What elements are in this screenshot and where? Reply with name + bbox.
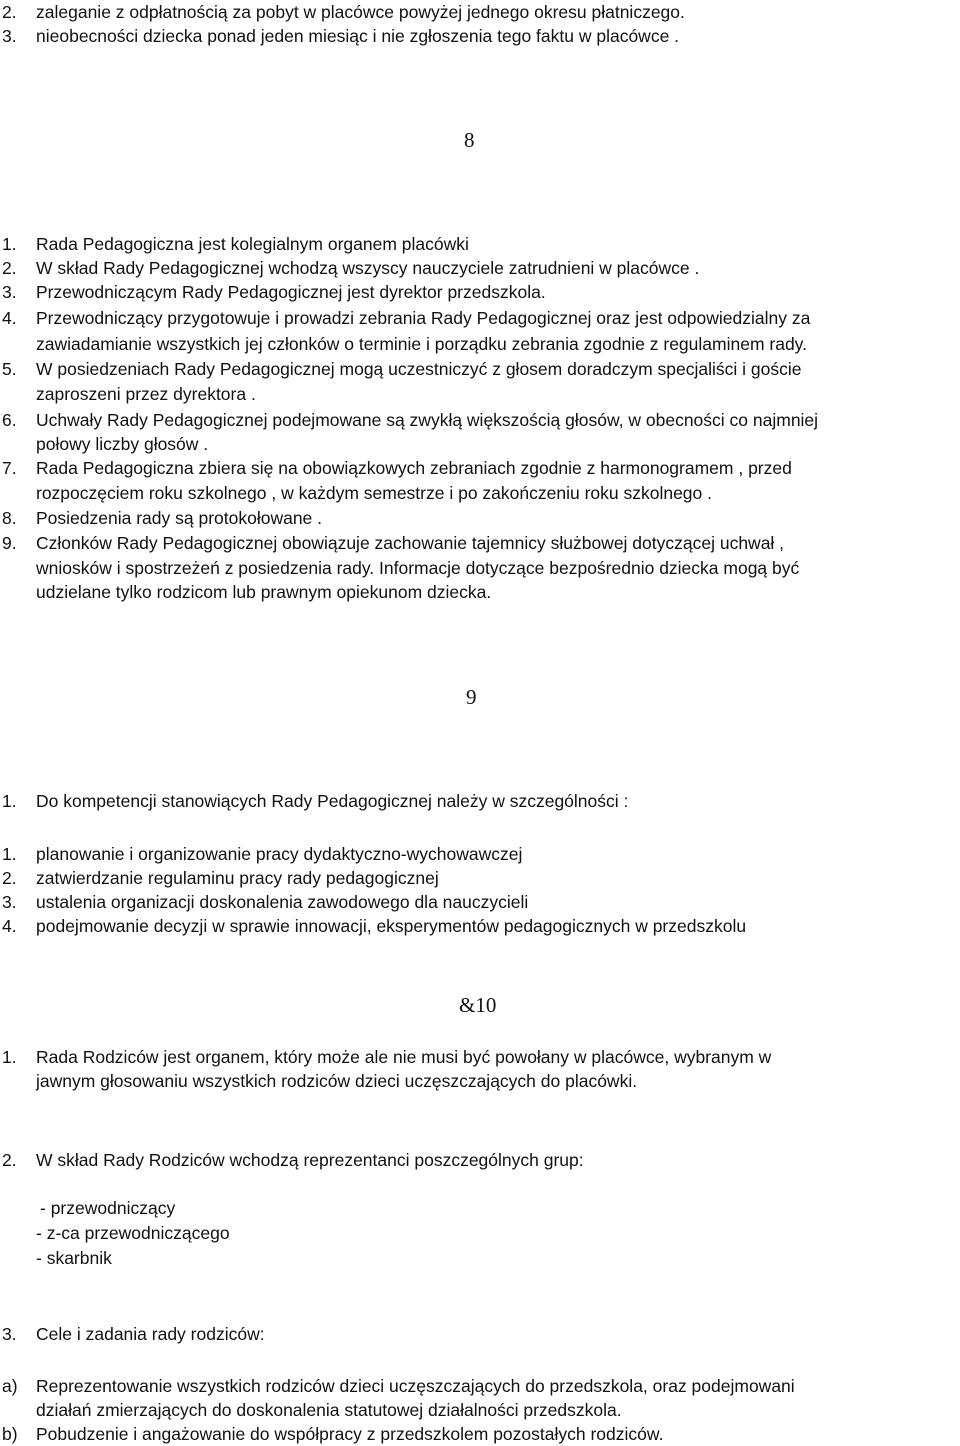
document-page: 2. zaleganie z odpłatnością za pobyt w placówce powyżej jednego okresu płatniczego. 3. nieobecności dziecka ponad jeden miesiąc i nie zgłoszenia tego faktu w placówce . 8 1. Rada Pedagogiczna jest kolegialnym organem placówki 2. W skład Rady Pedagogicznej wchodzą wszyscy nauczyciele zatrudnieni w placówce . 3. Przewodniczącym Rady Pedagogicznej jest dyrektor przedszkola. 4. Przewodniczący przygotowuje i prowadzi zebrania Rady Pedagogicznej oraz jest odpowiedzialny za zawiadamianie wszystkich jej członków o terminie i porządku zebrania zgodnie z regulaminem rady. 5. W posiedzeniach Rady Pedagogicznej mogą uczestniczyć z głosem doradczym specjaliści i goście zaproszeni przez dyrektora . 6. Uchwały Rady Pedagogicznej podejmowane są zwykłą większością głosów, w obecności co najmniej połowy liczby głosów . 7. Rada Pedagogiczna zbiera się na obowiązkowych zebraniach zgodnie z harmonogramem , przed rozpoczęciem roku szkolnego , w każdym semestrze i po zakończeniu roku szkolnego . 8. Posiedzenia rady są protokołowane . 9. Członków Rady Pedagogicznej obowiązuje zachowanie tajemnicy służbowej dotyczącej uchwał , wniosków i spostrzeżeń z posiedzenia rady. Informacje dotyczące bezpośrednio dziecka mogą być udzielane tylko rodzicom lub prawnym opiekunom dziecka. 9 1. Do kompetencji stanowiących Rady Pedagogicznej należy w szczególności : 1. planowanie i organizowanie pracy dydaktyczno-wychowawczej 2. zatwierdzanie regulaminu pracy rady pedagogicznej 3. ustalenia organizacji doskonalenia zawodowego dla nauczycieli 4. podejmowanie decyzji w sprawie innowacji, eksperymentów pedagogicznych w przedszkolu &10 1. Rada Rodziców jest organem, który może ale nie musi być powołany w placówce, wybranym w jawnym głosowaniu wszystkich rodziców dzieci uczęszczających do placówki. 2. W skład Rady Rodziców wchodzą reprezentanci poszczególnych grup: - przewodniczący - z-ca przewodniczącego - skarbnik 3. Cele i zadania rady rodziców: a) Reprezentowanie wszystkich rodziców dzieci uczęszczających do przedszkola, oraz podejmowani działań zmierzających do doskonalenia statutowej działalności przedszkola. b) Pobudzenie i angażowanie do współpracy z przedszkolem pozostałych rodziców.	[2, 2, 819, 1444]
